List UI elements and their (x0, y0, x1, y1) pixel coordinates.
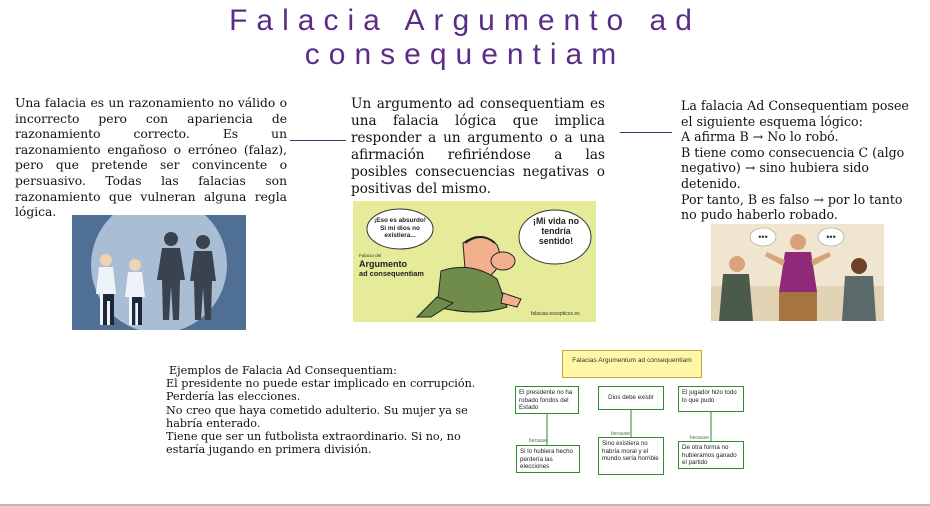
diagram-top-box: El presidente no ha robado fondos del Estado (515, 386, 579, 414)
schema-line-b: B tiene como consecuencia C (algo negativo) → sino hubiera sido detenido. (681, 144, 905, 191)
examples-heading: Ejemplos de Falacia Ad Consequentiam: (169, 364, 397, 377)
diagram-bottom-box: Si lo hubiera hecho perdería las elecciones (516, 445, 580, 473)
diagram-top-box: Dios debe existir (598, 386, 664, 410)
svg-text:•••: ••• (826, 232, 836, 242)
example-item: Perdería las elecciones. (166, 390, 301, 404)
definition-text: Una falacia es un razonamiento no válido o incorrecto pero con apariencia de razonamiento correcto. Es un razonamiento engañoso o erróneo (falaz), pero que pretende ser convincente o persuasivo. Todas las falacias son razonamiento que vulneran alguna regla lógica. (15, 96, 287, 220)
examples-block (166, 364, 486, 456)
cartoon-caption-small: Falacia del (359, 253, 382, 258)
business-people-image (72, 215, 246, 330)
concept-text: Un argumento ad consequentiam es una falacia lógica que implica responder a un argumento o a una afirmación refiriéndose a las posibles consecuencias negativas o positivas del mismo. (351, 96, 605, 197)
page-title (0, 4, 930, 72)
schema-line-a: A afirma B → No lo robó. (681, 129, 839, 145)
cartoon-caption-big2: ad consequentiam (359, 269, 424, 278)
diagram-header: Falacias Argumentum ad consequentiam (562, 350, 702, 378)
svg-text:•••: ••• (758, 232, 768, 242)
connector-line-left (290, 140, 346, 141)
diagram-connector-label: because (690, 435, 709, 441)
title-line-1: Falacia Argumento ad (229, 4, 701, 37)
cartoon-credit: falacias.escepticos.es (531, 311, 580, 317)
example-item: Tiene que ser un futbolista extraordinario. Si no, no estaría jugando en primera división. (166, 430, 461, 457)
diagram-bottom-box: De otra forma no hubieramos ganado el partido (678, 441, 744, 469)
diagram-bottom-box: Sino existiera no habría moral y el mundo sería horrible (598, 437, 664, 475)
schema-line-c: Por tanto, B es falso → por lo tanto no pudo haberlo robado. (681, 191, 903, 223)
diagram-top-box: El jugador hizo todo lo que pudo (678, 386, 744, 412)
bubble-right-text: ¡Mi vida no tendría sentido! (533, 216, 579, 246)
discussion-people-speech-bubbles-illustration (711, 224, 884, 321)
diagram-connector-label: because (611, 431, 630, 437)
bubble-left-text: ¡Eso es absurdo! Si mi dios no existiera... (374, 217, 426, 239)
discussion-image (711, 224, 884, 321)
schema-intro: La falacia Ad Consequentiam posee el siguiente esquema lógico: (681, 98, 909, 129)
example-item: No creo que haya cometido adulterio. Su mujer ya se habría enterado. (166, 403, 468, 430)
schema-text (681, 98, 921, 223)
connector-line-right (620, 132, 672, 133)
business-people-silhouette-illustration (72, 215, 246, 330)
diagram-connector-label: because (529, 438, 548, 444)
cartoon-image (353, 201, 596, 322)
example-item: El presidente no puede estar implicado en corrupción. (166, 377, 476, 391)
title-line-2: consequentiam (304, 38, 626, 71)
cartoon-caption-big1: Argumento (359, 259, 407, 269)
